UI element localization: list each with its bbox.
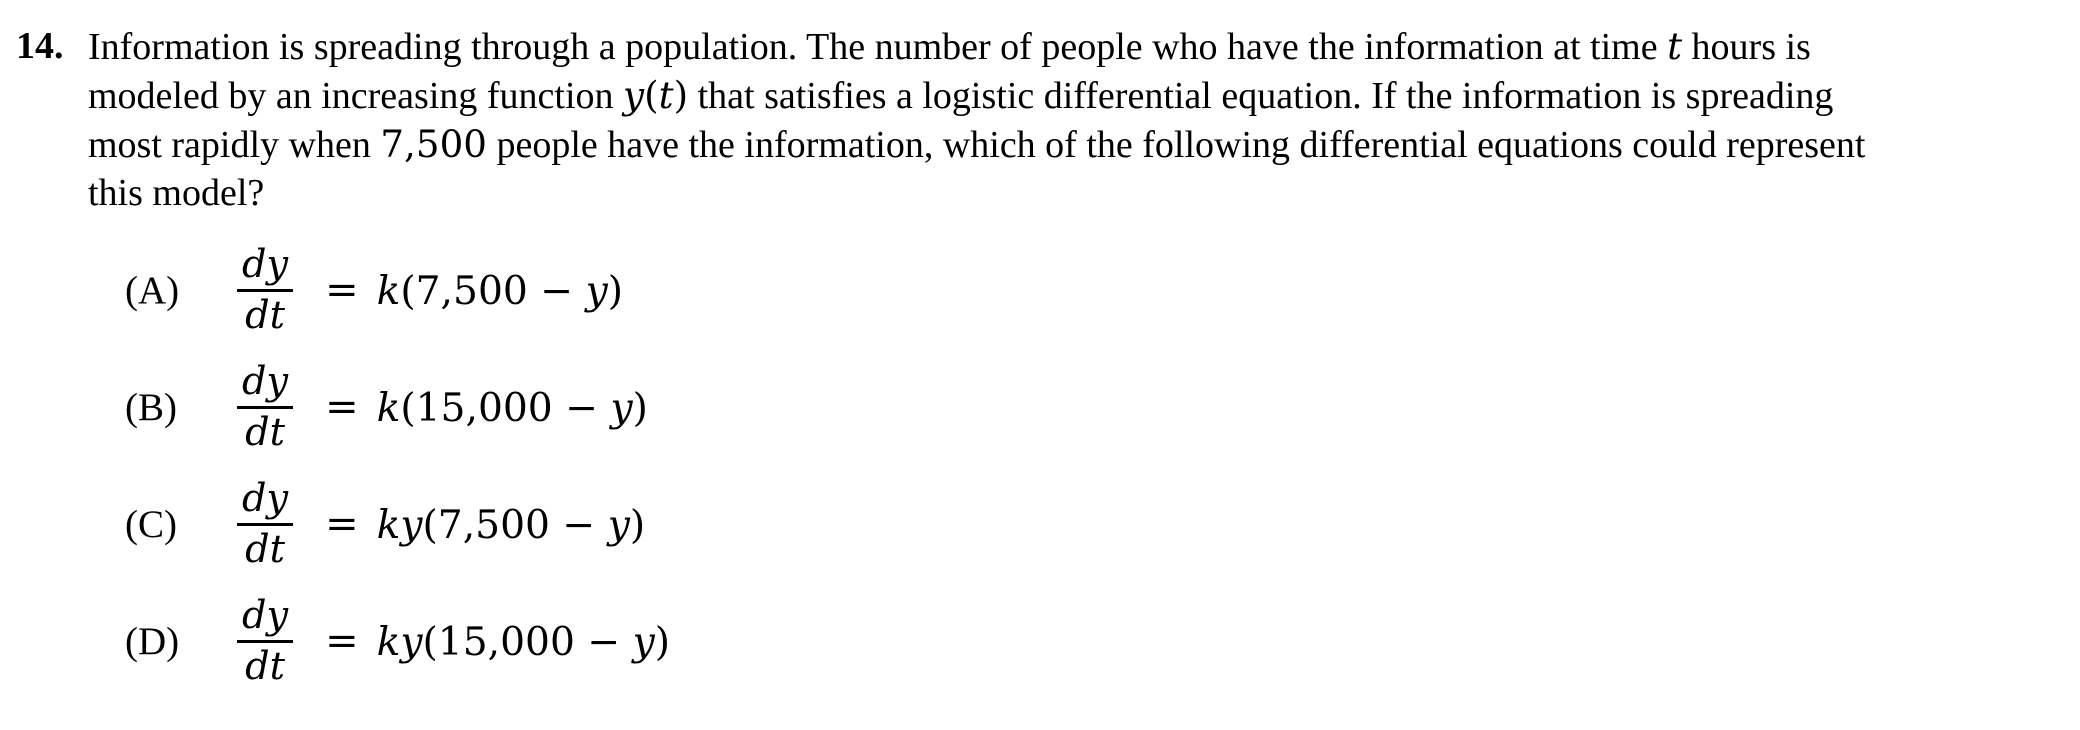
math-italic-segment: y: [607, 502, 630, 548]
math-italic-segment: y: [610, 385, 633, 431]
fraction: [237, 243, 293, 338]
choice-equation-rhs: [377, 384, 648, 431]
math-italic-segment: t: [1667, 24, 1683, 68]
fraction-numerator: dy: [242, 476, 289, 521]
math-italic-segment: y: [632, 619, 655, 665]
fraction-bar: [237, 289, 293, 292]
text-segment: people have the information, which of the following differential equations could represent: [486, 124, 1866, 166]
math-italic-segment: y: [585, 268, 608, 314]
choice-label: (B): [125, 385, 177, 429]
math-upright-segment: (: [644, 73, 659, 117]
paragraph-line: [88, 71, 1865, 120]
fraction: [237, 477, 293, 572]
fraction: [237, 360, 293, 455]
math-upright-segment: ): [673, 73, 689, 117]
math-italic-segment: k: [376, 385, 401, 431]
text-segment: Information is spreading through a population. The number of people who have the information at time: [88, 26, 1668, 68]
choice-row: [125, 238, 2080, 342]
choice-label: (A): [125, 268, 180, 312]
math-upright-segment: 7,500: [380, 122, 487, 166]
question-row: [0, 0, 2080, 217]
math-italic-segment: y: [623, 73, 645, 117]
fraction-bar: [237, 406, 293, 409]
text-segment: hours is: [1682, 26, 1811, 68]
fraction: [237, 594, 293, 689]
fraction-numerator: dy: [242, 593, 289, 638]
fraction-denominator: dt: [245, 293, 285, 338]
math-upright-segment: (15,000 −: [400, 385, 611, 431]
question-paragraph: [88, 22, 1865, 217]
choice-equation-rhs: [377, 267, 623, 314]
text-segment: most rapidly when: [88, 124, 381, 166]
fraction-denominator: dt: [245, 644, 285, 689]
choices: [125, 238, 2080, 693]
math-italic-segment: t: [658, 73, 674, 117]
paragraph-line: [88, 169, 1865, 217]
choice-row: [125, 472, 2080, 576]
math-upright-segment: (15,000 −: [422, 619, 633, 665]
fraction-numerator: dy: [242, 359, 289, 404]
math-upright-segment: ): [654, 619, 671, 665]
paragraph-line: [88, 22, 1865, 71]
math-upright-segment: ): [629, 502, 646, 548]
fraction-denominator: dt: [245, 410, 285, 455]
fraction-bar: [237, 640, 293, 643]
text-segment: that satisfies a logistic differential equation. If the information is spreading: [688, 75, 1834, 117]
question-number: 14.: [16, 25, 64, 67]
math-italic-segment: ky: [376, 619, 423, 665]
math-upright-segment: (7,500 −: [400, 268, 586, 314]
choice-row: [125, 589, 2080, 693]
text-segment: modeled by an increasing function: [88, 75, 624, 117]
choice-label: (C): [125, 502, 177, 546]
fraction-numerator: dy: [242, 242, 289, 287]
choice-equation-rhs: [377, 501, 646, 548]
equals-sign: =: [325, 618, 359, 664]
math-upright-segment: (7,500 −: [422, 502, 608, 548]
fraction-denominator: dt: [245, 527, 285, 572]
math-upright-segment: ): [607, 268, 623, 314]
equals-sign: =: [325, 501, 359, 547]
math-upright-segment: ): [632, 385, 648, 431]
choice-equation-rhs: [377, 618, 670, 665]
paragraph-line: [88, 120, 1865, 169]
equals-sign: =: [325, 267, 359, 313]
text-segment: this model?: [88, 172, 265, 214]
choice-row: [125, 355, 2080, 459]
choice-label: (D): [125, 619, 180, 663]
equals-sign: =: [325, 384, 359, 430]
math-italic-segment: k: [376, 268, 401, 314]
fraction-bar: [237, 523, 293, 526]
math-italic-segment: ky: [376, 502, 423, 548]
